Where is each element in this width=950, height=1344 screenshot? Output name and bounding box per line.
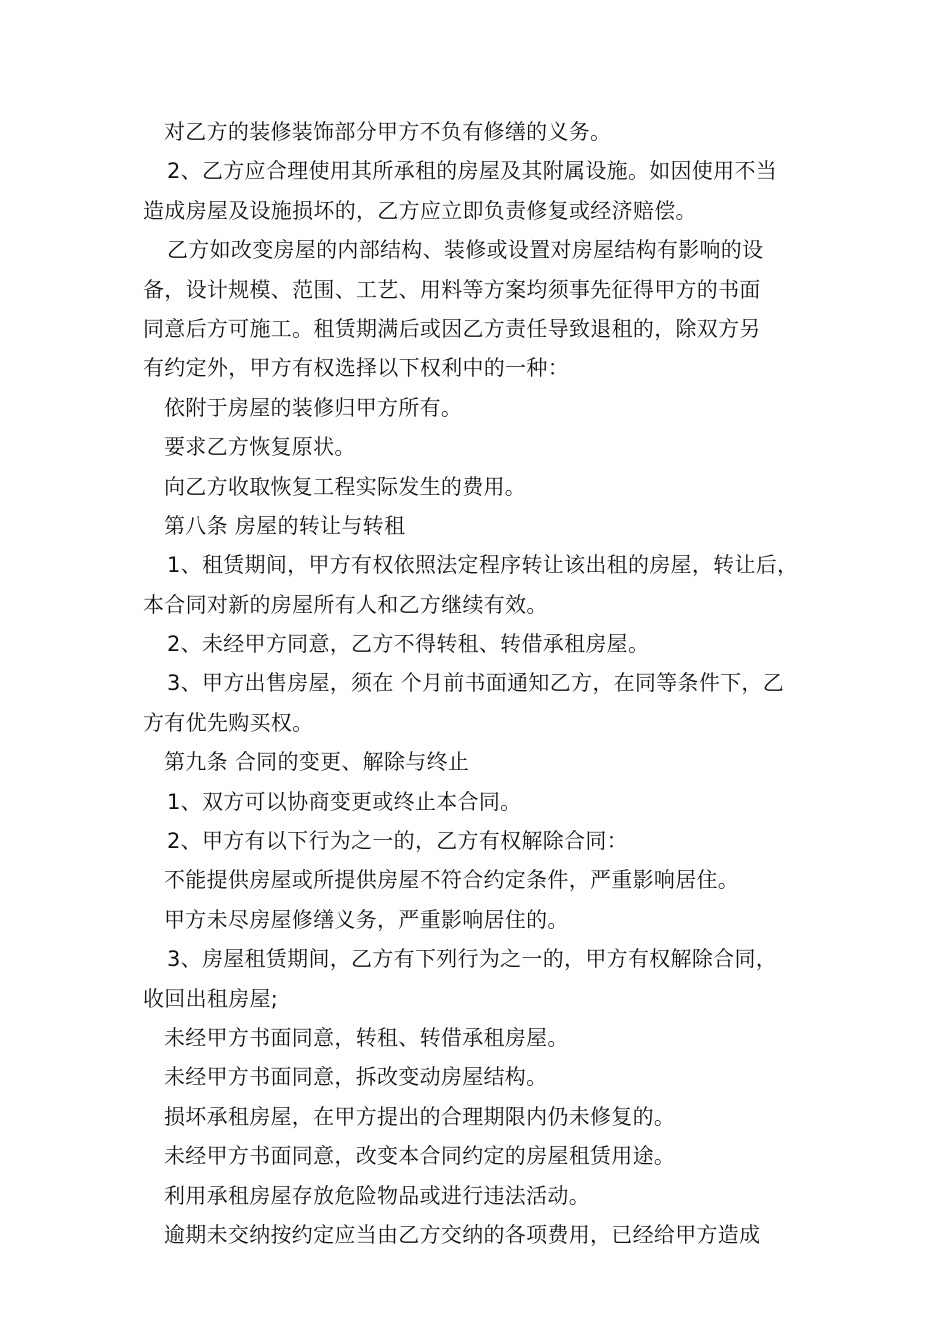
- paragraph-line: 同意后方可施工。租赁期满后或因乙方责任导致退租的，除双方另: [143, 316, 761, 341]
- paragraph-line: 2、乙方应合理使用其所承租的房屋及其附属设施。如因使用不当: [167, 159, 778, 184]
- paragraph-line: 逾期未交纳按约定应当由乙方交纳的各项费用，已经给甲方造成: [164, 1222, 761, 1247]
- paragraph-line: 依附于房屋的装修归甲方所有。: [164, 395, 463, 420]
- section-heading: 第九条 合同的变更、解除与终止: [164, 750, 470, 775]
- paragraph-line: 1、租赁期间，甲方有权依照法定程序转让该出租的房屋，转让后，: [167, 553, 799, 578]
- paragraph-line: 本合同对新的房屋所有人和乙方继续有效。: [143, 592, 548, 617]
- paragraph-line: 3、房屋租赁期间，乙方有下列行为之一的，甲方有权解除合同，: [167, 947, 778, 972]
- paragraph-line: 向乙方收取恢复工程实际发生的费用。: [164, 474, 527, 499]
- paragraph-line: 方有优先购买权。: [143, 710, 314, 735]
- paragraph-line: 未经甲方书面同意，改变本合同约定的房屋租赁用途。: [164, 1144, 676, 1169]
- document-body: [143, 113, 823, 1255]
- paragraph-line: 未经甲方书面同意，拆改变动房屋结构。: [164, 1065, 548, 1090]
- paragraph-line: 1、双方可以协商变更或终止本合同。: [167, 789, 522, 814]
- paragraph-line: 2、未经甲方同意，乙方不得转租、转借承租房屋。: [167, 632, 650, 657]
- paragraph-line: 备，设计规模、范围、工艺、用料等方案均须事先征得甲方的书面: [143, 277, 761, 302]
- paragraph-line: 要求乙方恢复原状。: [164, 435, 356, 460]
- paragraph-line: 2、甲方有以下行为之一的，乙方有权解除合同：: [167, 829, 628, 854]
- paragraph-line: 利用承租房屋存放危险物品或进行违法活动。: [164, 1183, 590, 1208]
- paragraph-line: 乙方如改变房屋的内部结构、装修或设置对房屋结构有影响的设: [167, 238, 764, 263]
- paragraph-line: 损坏承租房屋，在甲方提出的合理期限内仍未修复的。: [164, 1104, 676, 1129]
- paragraph-line: 不能提供房屋或所提供房屋不符合约定条件，严重影响居住。: [164, 868, 740, 893]
- section-heading: 第八条 房屋的转让与转租: [164, 513, 406, 538]
- paragraph-line: 对乙方的装修装饰部分甲方不负有修缮的义务。: [164, 120, 612, 144]
- paragraph-line: 收回出租房屋;: [143, 986, 279, 1011]
- paragraph-line: 甲方未尽房屋修缮义务，严重影响居住的。: [164, 907, 569, 932]
- paragraph-line: 未经甲方书面同意，转租、转借承租房屋。: [164, 1025, 569, 1050]
- paragraph-line: 造成房屋及设施损坏的，乙方应立即负责修复或经济赔偿。: [143, 198, 697, 223]
- paragraph-line: 3、甲方出售房屋，须在 个月前书面通知乙方，在同等条件下，乙: [167, 671, 785, 696]
- paragraph-line: 有约定外，甲方有权选择以下权利中的一种：: [143, 356, 569, 381]
